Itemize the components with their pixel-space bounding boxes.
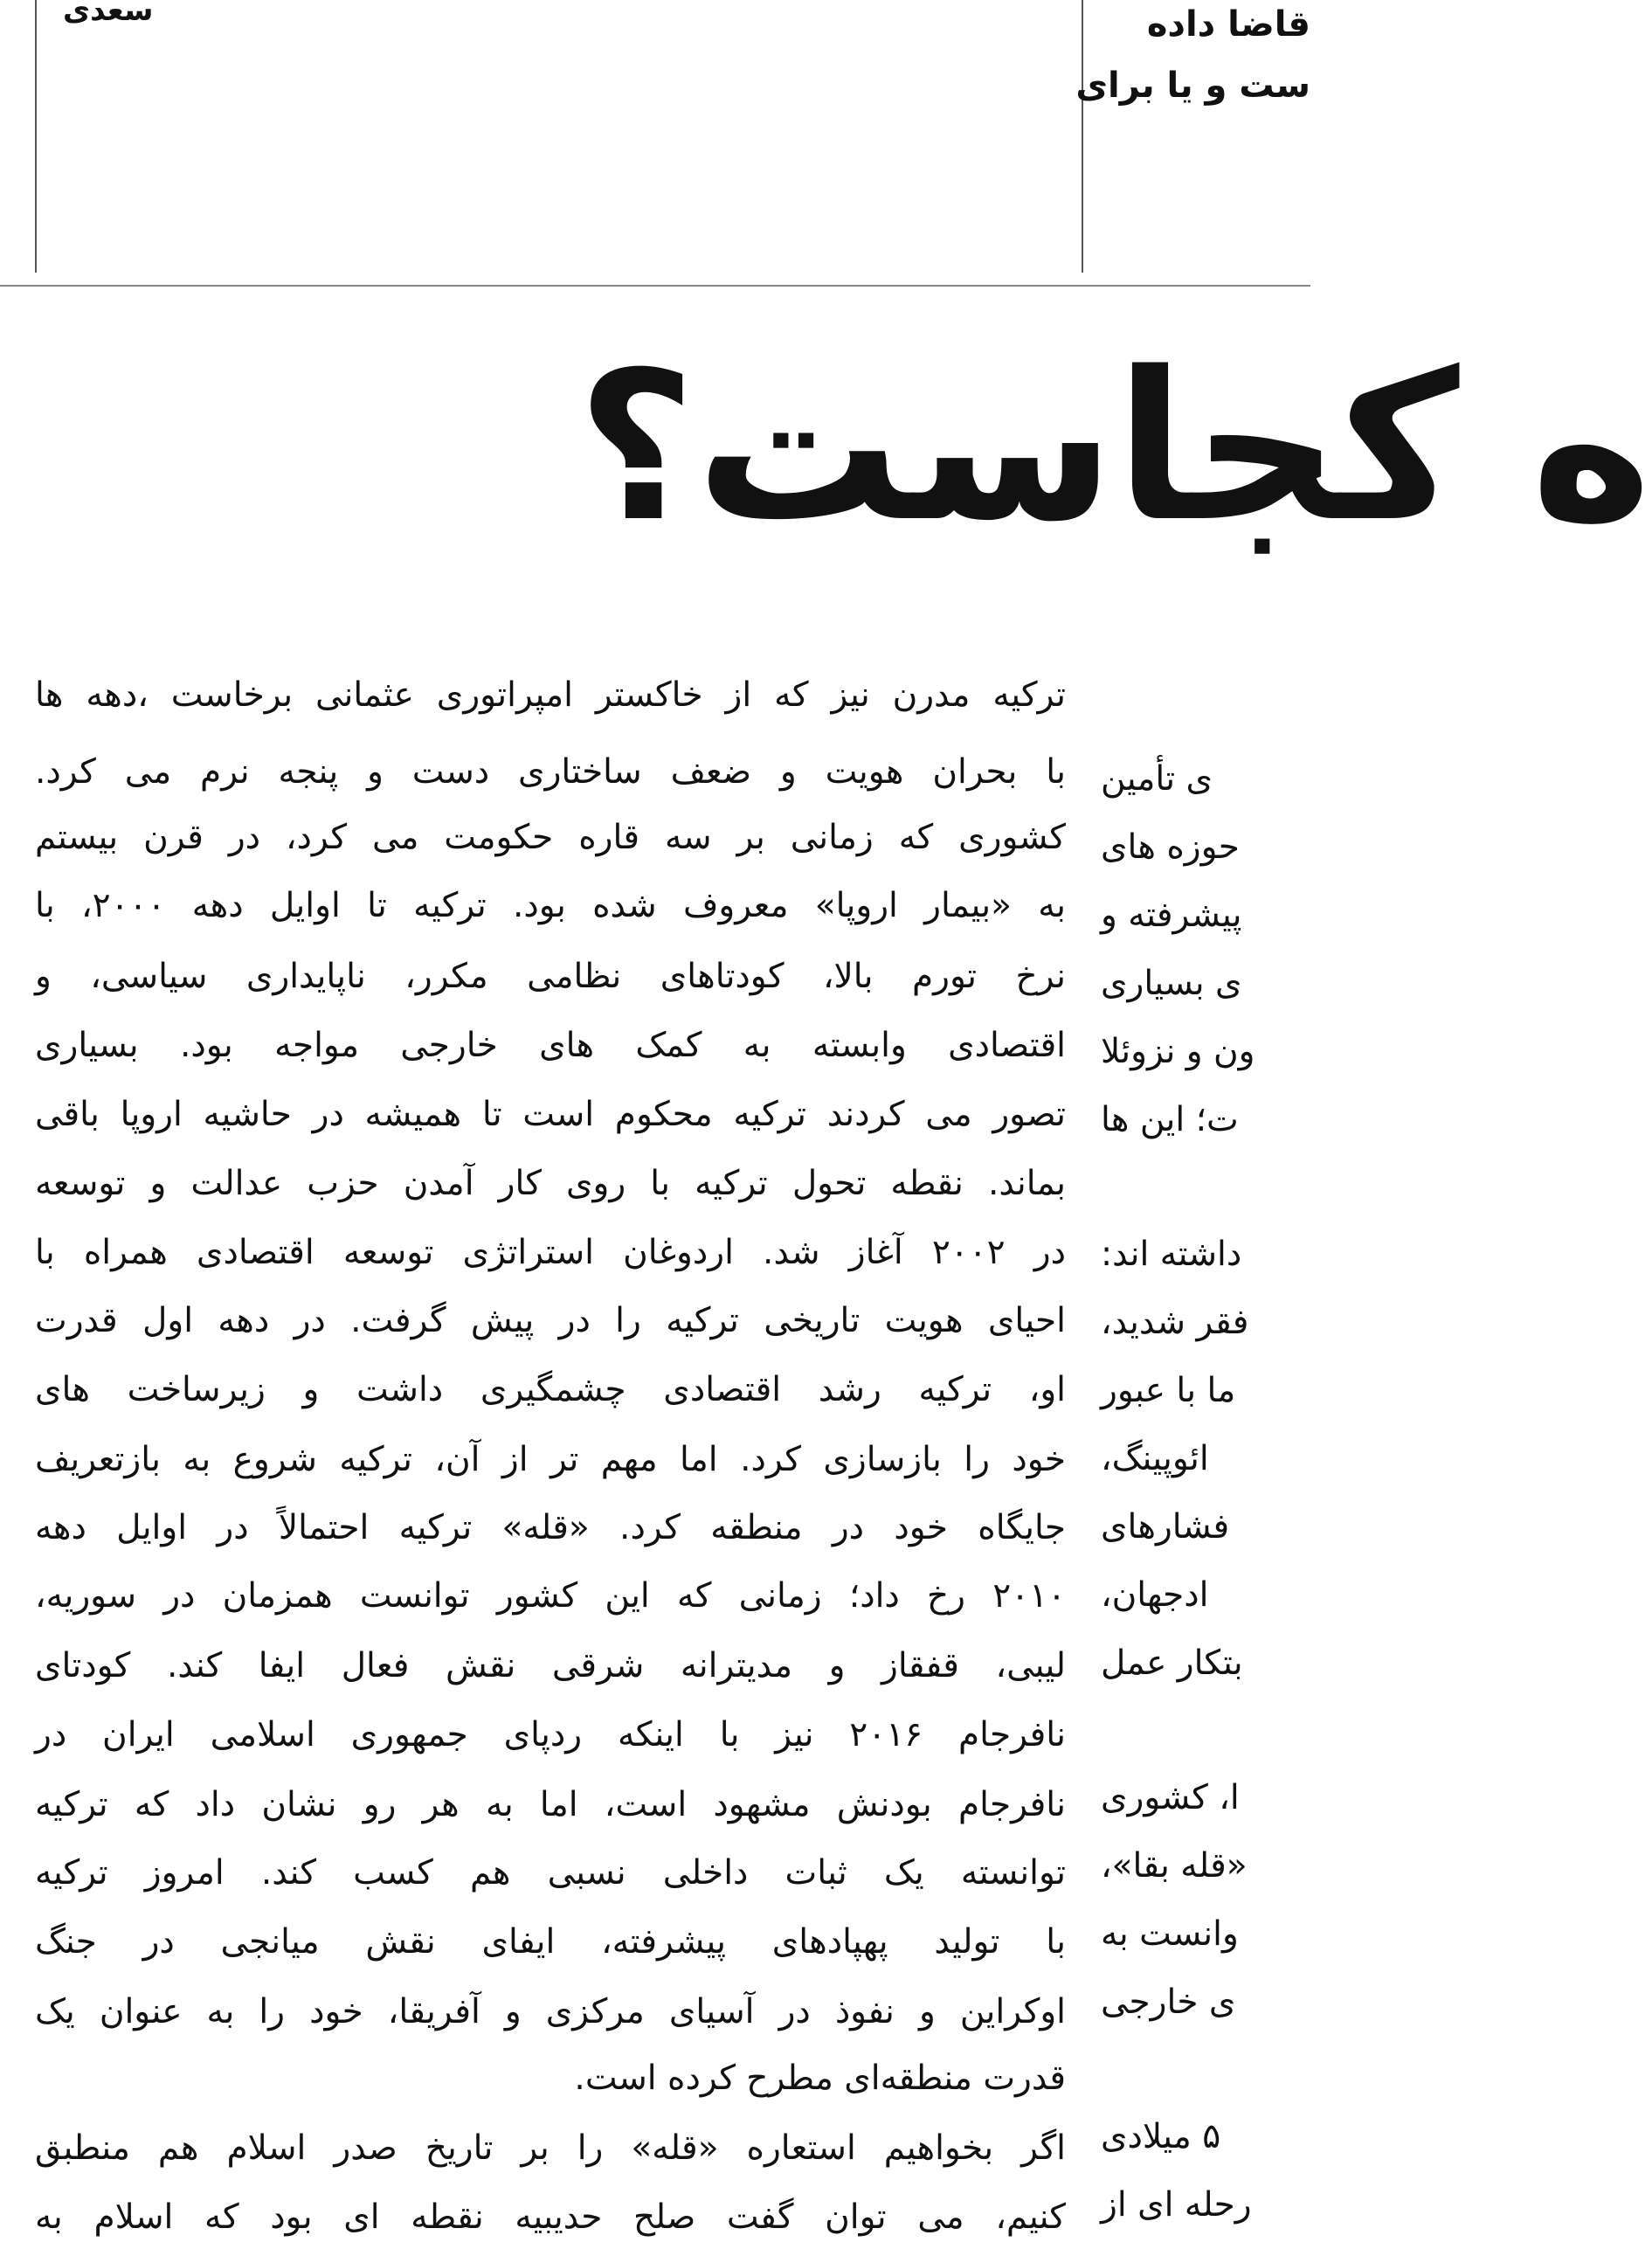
- side-line: فقر شدید،: [1101, 1303, 1249, 1342]
- header-separator: [0, 285, 1310, 287]
- column-divider-left: [35, 0, 37, 273]
- side-line: فشارهای: [1101, 1507, 1230, 1547]
- main-line: بماند. نقطه تحول ترکیه با روی کار آمدن حزب عدالت و توسعه: [35, 1164, 1066, 1203]
- main-line: اگر بخواهیم استعاره «قله» را بر تاریخ صدر اسلام هم منطبق: [35, 2128, 1066, 2168]
- main-line: با بحران هویت و ضعف ساختاری دست و پنجه نرم می کرد.: [35, 752, 1066, 792]
- side-line: ما با عبور: [1101, 1371, 1236, 1410]
- side-line: ائوپینگ،: [1101, 1439, 1209, 1478]
- main-line: احیای هویت تاریخی ترکیه را در پیش گرفت. در دهه اول قدرت: [35, 1301, 1066, 1340]
- main-line: نرخ تورم بالا، کودتاهای نظامی مکرر، ناپایداری سیاسی، و: [35, 957, 1066, 996]
- side-line: پیشرفته و: [1101, 896, 1242, 935]
- side-line: ا، کشوری: [1101, 1778, 1240, 1817]
- main-line: قدرت منطقه‌ای مطرح کرده است.: [574, 2059, 1066, 2098]
- main-line: خود را بازسازی کرد. اما مهم تر از آن، ترکیه شروع به بازتعریف: [35, 1440, 1066, 1479]
- teaser-line-2: ست و یا برای: [1075, 66, 1310, 106]
- main-line: ترکیه مدرن نیز که از خاکستر امپراتوری عثمانی برخاست ،دهه ها: [35, 675, 1066, 715]
- main-line: کنیم، می توان گفت صلح حدیبیه نقطه ای بود که اسلام به: [35, 2197, 1066, 2237]
- main-line: توانسته یک ثبات داخلی نسبی هم کسب کند. امروز ترکیه: [35, 1853, 1066, 1893]
- side-line: ی بسیاری: [1101, 964, 1242, 1003]
- main-line: جایگاه خود در منطقه کرد. «قله» ترکیه احتمالاً در اوایل دهه: [35, 1508, 1066, 1547]
- main-line: نافرجام بودنش مشهود است، اما به هر رو نشان داد که ترکیه: [35, 1785, 1066, 1824]
- side-line: وانست به: [1101, 1914, 1239, 1954]
- side-line: ادجهان،: [1101, 1575, 1209, 1615]
- main-line: به «بیمار اروپا» معروف شده بود. ترکیه تا اوایل دهه ۲۰۰۰، با: [35, 886, 1066, 925]
- side-line: «قله بقا»،: [1101, 1846, 1248, 1886]
- column-divider-right: [1082, 0, 1083, 273]
- main-line: لیبی، قفقاز و مدیترانه شرقی نقش فعال ایفا کند. کودتای: [35, 1646, 1066, 1685]
- side-line: بتکار عمل: [1101, 1644, 1243, 1683]
- article-headline: ه کجاست؟: [577, 329, 1652, 567]
- side-line: ی خارجی: [1101, 1983, 1236, 2022]
- teaser-line-1: قاضا داده: [1146, 4, 1310, 45]
- side-line: داشته اند:: [1101, 1235, 1242, 1274]
- main-line: در ۲۰۰۲ آغاز شد. اردوغان استراتژی توسعه اقتصادی همراه با: [35, 1233, 1066, 1272]
- main-line: کشوری که زمانی بر سه قاره حکومت می کرد، در قرن بیستم: [35, 818, 1066, 857]
- main-line: تصور می کردند ترکیه محکوم است تا همیشه در حاشیه اروپا باقی: [35, 1095, 1066, 1134]
- main-line: اوکراین و نفوذ در آسیای مرکزی و آفریقا، خود را به عنوان یک: [35, 1992, 1066, 2031]
- main-line: او، ترکیه رشد اقتصادی چشمگیری داشت و زیرساخت های: [35, 1370, 1066, 1409]
- main-line: با تولید پهپادهای پیشرفته، ایفای نقش میانجی در جنگ: [35, 1922, 1066, 1962]
- side-line: رحله ای از: [1101, 2185, 1252, 2225]
- main-line: نافرجام ۲۰۱۶ نیز با اینکه ردپای جمهوری اسلامی ایران در: [35, 1715, 1066, 1754]
- side-line: حوزه های: [1101, 827, 1240, 867]
- side-line: ت؛ این ها: [1101, 1100, 1239, 1139]
- side-line: ی تأمین: [1101, 759, 1213, 799]
- side-line: ون و نزوئلا: [1101, 1032, 1255, 1071]
- side-line: ۵ میلادی: [1101, 2117, 1221, 2156]
- main-line: اقتصادی وابسته به کمک های خارجی مواجه بود. بسیاری: [35, 1026, 1066, 1065]
- main-line: ۲۰۱۰ رخ داد؛ زمانی که این کشور توانست همزمان در سوریه،: [35, 1576, 1066, 1616]
- author-name: سعدی: [63, 0, 154, 28]
